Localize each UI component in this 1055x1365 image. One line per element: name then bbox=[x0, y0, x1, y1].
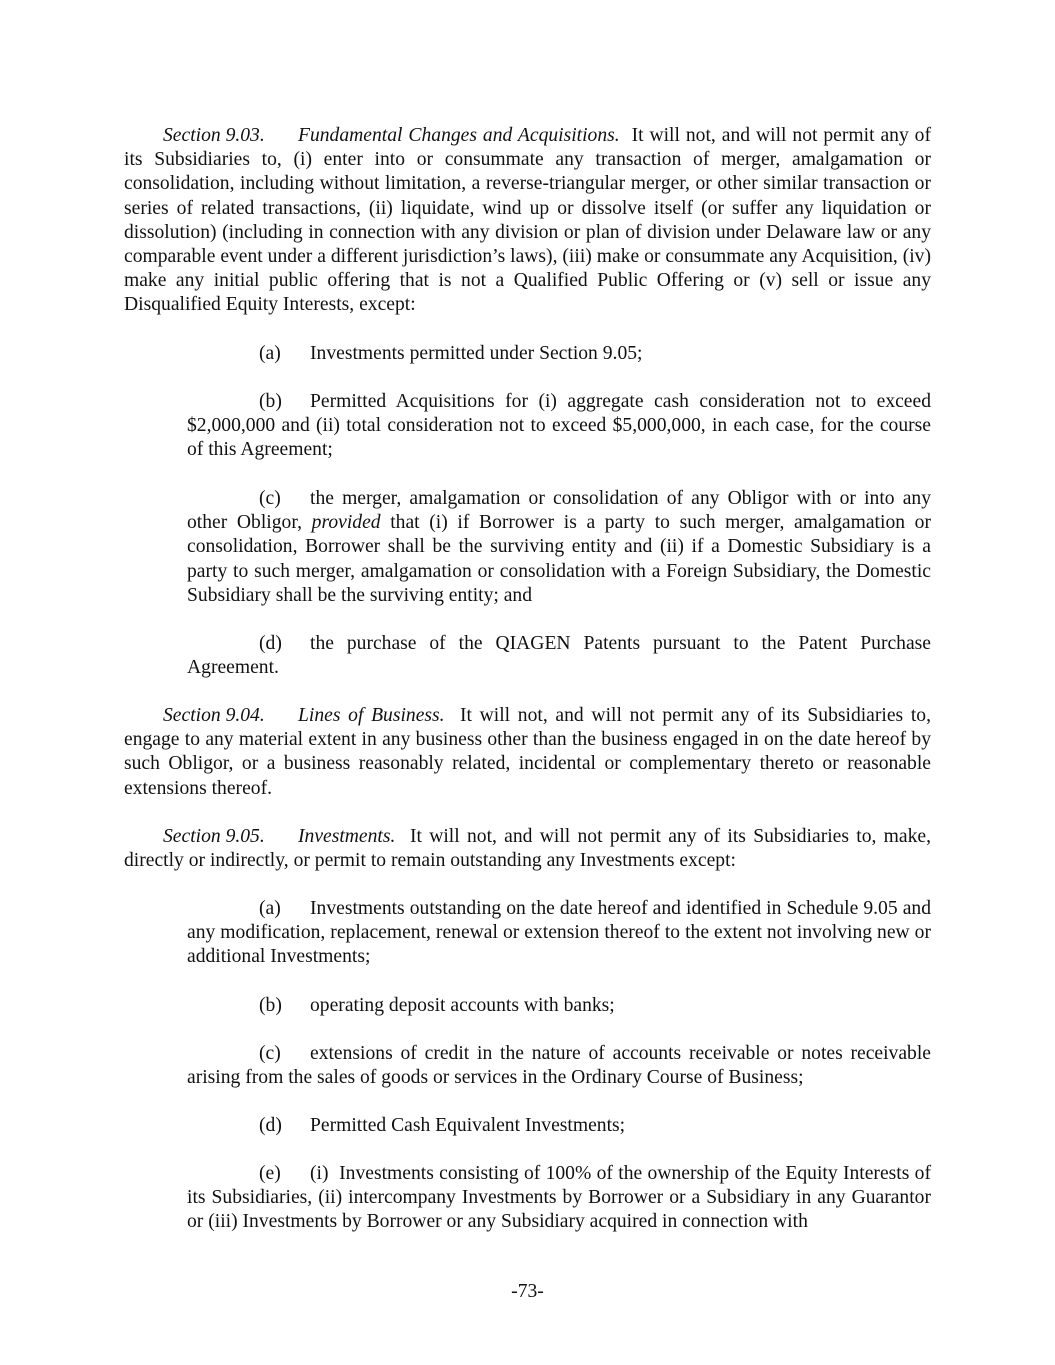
item-label: (c) bbox=[259, 1043, 281, 1064]
list-item bbox=[187, 390, 931, 463]
item-text: Investments permitted under Section 9.05; bbox=[310, 343, 643, 364]
list-item bbox=[187, 1042, 931, 1090]
item-text: Investments outstanding on the date hereof and identified in Schedule 9.05 and any modification, replacement, renewal or extension thereof to the extent not involving new or additional Investments; bbox=[187, 898, 931, 968]
item-label: (a) bbox=[259, 898, 281, 919]
section-9-05 bbox=[124, 825, 931, 873]
section-title: Lines of Business. bbox=[298, 705, 445, 726]
section-body: It will not, and will not permit any of its Subsidiaries to, engage to any material extent in any business other than the business engaged in on the date hereof by such Obligor, or a business reasonably related, incidental or complementary thereto or reasonable extensions thereof. bbox=[124, 705, 931, 799]
section-number: Section 9.05. bbox=[163, 826, 265, 847]
item-label: (e) bbox=[259, 1163, 281, 1184]
section-body: It will not, and will not permit any of its Subsidiaries to, (i) enter into or consummate any transaction of merger, amalgamation or consolidation, including without limitation, a reverse-triangular merger, or other similar transaction or series of related transactions, (ii) liquidate, wind up or dissolve itself (or suffer any liquidation or dissolution) (including in connection with any division or plan of division under Delaware law or any comparable event under a different jurisdiction’s laws), (iii) make or consummate any Acquisition, (iv) make any initial public offering that is not a Qualified Public Offering or (v) sell or issue any Disqualified Equity Interests, except: bbox=[124, 125, 931, 316]
section-number: Section 9.03. bbox=[163, 125, 265, 146]
section-9-04 bbox=[124, 704, 931, 801]
page-number: -73- bbox=[511, 1281, 544, 1302]
item-label: (a) bbox=[259, 343, 281, 364]
list-item bbox=[187, 632, 931, 680]
item-text: operating deposit accounts with banks; bbox=[310, 995, 615, 1016]
item-text: the purchase of the QIAGEN Patents pursuant to the Patent Purchase Agreement. bbox=[187, 633, 931, 679]
list-item bbox=[187, 897, 931, 970]
item-text: (i) Investments consisting of 100% of the ownership of the Equity Interests of its Subsidiaries, (ii) intercompany Investments by Borrower or a Subsidiary in any Guarantor or (iii) Investments by Borrower or any Subsidiary acquired in connection with bbox=[187, 1163, 936, 1233]
item-label: (d) bbox=[259, 633, 282, 654]
item-label: (b) bbox=[259, 995, 282, 1016]
item-label: (c) bbox=[259, 488, 281, 509]
section-title: Investments. bbox=[298, 826, 396, 847]
item-label: (d) bbox=[259, 1115, 282, 1136]
section-9-03 bbox=[124, 124, 931, 318]
list-item bbox=[187, 487, 931, 608]
item-label: (b) bbox=[259, 391, 282, 412]
section-number: Section 9.04. bbox=[163, 705, 265, 726]
section-title: Fundamental Changes and Acquisitions. bbox=[298, 125, 620, 146]
item-emphasis: provided bbox=[311, 512, 381, 534]
list-item bbox=[187, 342, 931, 366]
list-item bbox=[187, 1162, 936, 1235]
item-text: that (i) if Borrower is a party to such merger, amalgamation or consolidation, Borrower shall be the surviving entity and (ii) if a Domestic Subsidiary is a party to such merger, amalgamation or consolidation with a Foreign Subsidiary, the Domestic Subsidiary shall be the surviving entity; and bbox=[187, 512, 932, 606]
list-item bbox=[187, 994, 931, 1018]
section-body: It will not, and will not permit any of its Subsidiaries to, make, directly or indirectly, or permit to remain outstanding any Investments except: bbox=[124, 826, 931, 872]
item-text: extensions of credit in the nature of accounts receivable or notes receivable arising from the sales of goods or services in the Ordinary Course of Business; bbox=[187, 1043, 931, 1089]
list-item bbox=[187, 1114, 931, 1138]
item-text: Permitted Acquisitions for (i) aggregate cash consideration not to exceed $2,000,000 and (ii) total consideration not to exceed $5,000,000, in each case, for the course of this Agreement; bbox=[187, 391, 931, 461]
item-text: Permitted Cash Equivalent Investments; bbox=[310, 1115, 626, 1136]
item-text: the merger, amalgamation or consolidation of any Obligor with or into any other Obligor, bbox=[187, 488, 931, 534]
